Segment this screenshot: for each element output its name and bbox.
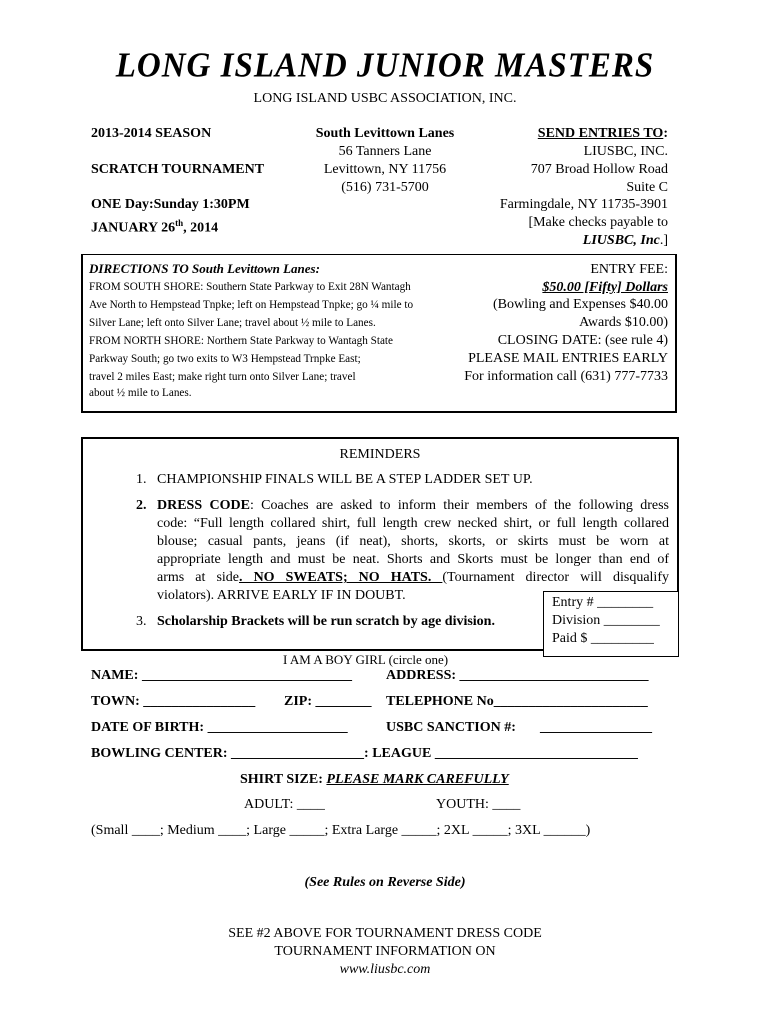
- town-line: : ________________: [135, 694, 256, 709]
- gender-prompt: I AM A BOY GIRL (circle one): [283, 652, 449, 667]
- zip-line: : ________: [307, 694, 372, 709]
- event-date-year: , 2014: [183, 220, 219, 236]
- page-title: LONG ISLAND JUNIOR MASTERS: [115, 47, 655, 85]
- entries-suite: Suite C: [626, 180, 668, 195]
- division-field: Division ________: [552, 613, 660, 628]
- season: 2013-2014 SEASON: [91, 126, 212, 141]
- address-label: ADDRESS: [386, 668, 452, 683]
- reminder-1-number: 1.: [136, 472, 147, 487]
- reminder-2-line: violators). ARRIVE EARLY IF IN DOUBT.: [157, 588, 406, 603]
- reminder-2-number: 2.: [136, 498, 147, 513]
- directions-line: Silver Lane; left onto Silver Lane; travel about ½ mile to Lanes.: [89, 317, 376, 329]
- directions-line: about ½ mile to Lanes.: [89, 387, 192, 399]
- paid-field: Paid $ _________: [552, 631, 654, 646]
- dress-code-label: DRESS CODE: [157, 498, 250, 513]
- entry-fee-amount: $50.00 [Fifty] Dollars: [542, 280, 668, 295]
- zip-label: ZIP: [284, 694, 308, 709]
- dress-code-no-sweats: . NO SWEATS; NO HATS.: [239, 570, 443, 585]
- send-entries-heading: [460, 125, 668, 143]
- telephone-field[interactable]: [386, 693, 648, 711]
- entries-checks-line1: [Make checks payable to: [528, 215, 668, 230]
- directions-line: FROM NORTH SHORE: Northern State Parkway to Wantagh State: [89, 335, 393, 347]
- shirt-size-label: SHIRT SIZE: [240, 772, 319, 787]
- zip-field[interactable]: [284, 693, 372, 711]
- footer-url[interactable]: www.liusbc.com: [339, 962, 431, 977]
- directions-line: Parkway South; go two exits to W3 Hempstead Trnpke East;: [89, 353, 361, 365]
- send-entries-label: SEND ENTRIES TO: [537, 126, 664, 141]
- address-field[interactable]: [386, 667, 649, 685]
- league-label: LEAGUE: [372, 746, 432, 761]
- reminder-2-line: appropriate length and must be neat. Shorts and Skorts must be longer than end of: [157, 552, 669, 567]
- send-entries-colon: :: [663, 126, 668, 141]
- entry-number-field: Entry # ________: [552, 595, 654, 610]
- event-date-suffix: th: [175, 218, 184, 228]
- entries-city: Farmingdale, NY 11735-3901: [499, 197, 668, 212]
- name-line: : ______________________________: [133, 668, 352, 683]
- league-line: _____________________________: [431, 746, 638, 761]
- reminder-2-line: [157, 569, 669, 587]
- entries-org: LIUSBC, INC.: [583, 144, 668, 159]
- footer-info: TOURNAMENT INFORMATION ON: [274, 944, 496, 959]
- dress-code-disqualify: (Tournament director will disqualify: [442, 570, 669, 585]
- sanction-line[interactable]: ________________: [540, 720, 652, 735]
- closing-date: CLOSING DATE: (see rule 4): [497, 333, 668, 348]
- shirt-size-heading: [240, 771, 509, 789]
- telephone-line: ______________________: [493, 694, 648, 709]
- shirt-size-note: PLEASE MARK CAREFULLY: [326, 772, 509, 787]
- entries-checks-line2: [460, 232, 668, 250]
- bowling-fee: (Bowling and Expenses $40.00: [493, 297, 668, 312]
- directions-line: travel 2 miles East; make right turn onto Silver Lane; travel: [89, 371, 356, 383]
- see-rules-note: (See Rules on Reverse Side): [304, 875, 466, 890]
- bowling-center-field[interactable]: [91, 745, 638, 763]
- event-date-text: JANUARY 26: [91, 220, 176, 236]
- reminder-3: Scholarship Brackets will be run scratch by age division.: [157, 614, 495, 629]
- entries-street: 707 Broad Hollow Road: [530, 162, 668, 177]
- directions-line: FROM SOUTH SHORE: Southern State Parkway to Exit 28N Wantagh: [89, 281, 411, 293]
- association-name: LONG ISLAND USBC ASSOCIATION, INC.: [253, 91, 517, 106]
- tournament-type: SCRATCH TOURNAMENT: [91, 162, 265, 177]
- venue-name: South Levittown Lanes: [315, 126, 455, 141]
- reminder-2-line: [157, 497, 669, 515]
- shirt-size-colon: :: [318, 772, 327, 787]
- reminder-1: CHAMPIONSHIP FINALS WILL BE A STEP LADDER SET UP.: [157, 472, 533, 487]
- directions-line: Ave North to Hempstead Tnpke; left on Hempstead Tnpke; go ¼ mile to: [89, 299, 414, 311]
- awards-fee: Awards $10.00): [579, 315, 668, 330]
- dob-line: : ____________________: [199, 720, 348, 735]
- event-date: [91, 214, 218, 238]
- youth-size-field[interactable]: YOUTH: ____: [436, 797, 521, 812]
- dob-label: DATE OF BIRTH: [91, 720, 200, 735]
- reminder-2-line: code: “Full length collared shirt, full length crew necked shirt, or full length collared: [157, 516, 669, 531]
- town-field[interactable]: [91, 693, 255, 711]
- bowling-center-label: BOWLING CENTER: [91, 746, 223, 761]
- venue-city: Levittown, NY 11756: [323, 162, 447, 177]
- mail-early: PLEASE MAIL ENTRIES EARLY: [468, 351, 668, 366]
- venue-phone: (516) 731-5700: [341, 180, 429, 195]
- info-phone: For information call (631) 777-7733: [464, 369, 668, 384]
- entries-payee: LIUSBC, Inc: [582, 233, 660, 248]
- sanction-label: USBC SANCTION #:: [386, 720, 516, 735]
- town-label: TOWN: [91, 694, 136, 709]
- reminders-heading: REMINDERS: [339, 447, 421, 462]
- directions-heading: DIRECTIONS TO South Levittown Lanes:: [89, 261, 320, 276]
- footer-dress-code: SEE #2 ABOVE FOR TOURNAMENT DRESS CODE: [228, 926, 542, 941]
- name-label: NAME: [91, 668, 134, 683]
- bowling-center-line: : ___________________:: [222, 746, 373, 761]
- address-line: : ___________________________: [451, 668, 649, 683]
- dob-field[interactable]: [91, 719, 348, 737]
- reminder-2-line: blouse; casual pants, jeans (if neat), shorts, skorts, or skirts must be worn at: [157, 534, 669, 549]
- reminder-3-number: 3.: [136, 614, 147, 629]
- entries-checks-end: .]: [659, 233, 668, 248]
- shirt-sizes-list[interactable]: (Small ____; Medium ____; Large _____; Extra Large _____; 2XL _____; 3XL ______): [91, 823, 591, 838]
- venue-street: 56 Tanners Lane: [338, 144, 432, 159]
- dress-code-text: : Coaches are asked to inform their members of the following dress: [249, 498, 669, 513]
- dress-code-arms: arms at side: [157, 570, 239, 585]
- entry-fee-label: ENTRY FEE:: [590, 262, 668, 277]
- adult-size-field[interactable]: ADULT: ____: [244, 797, 325, 812]
- name-field[interactable]: [91, 667, 352, 685]
- event-day: ONE Day:Sunday 1:30PM: [91, 197, 250, 212]
- telephone-label: TELEPHONE No: [386, 694, 494, 709]
